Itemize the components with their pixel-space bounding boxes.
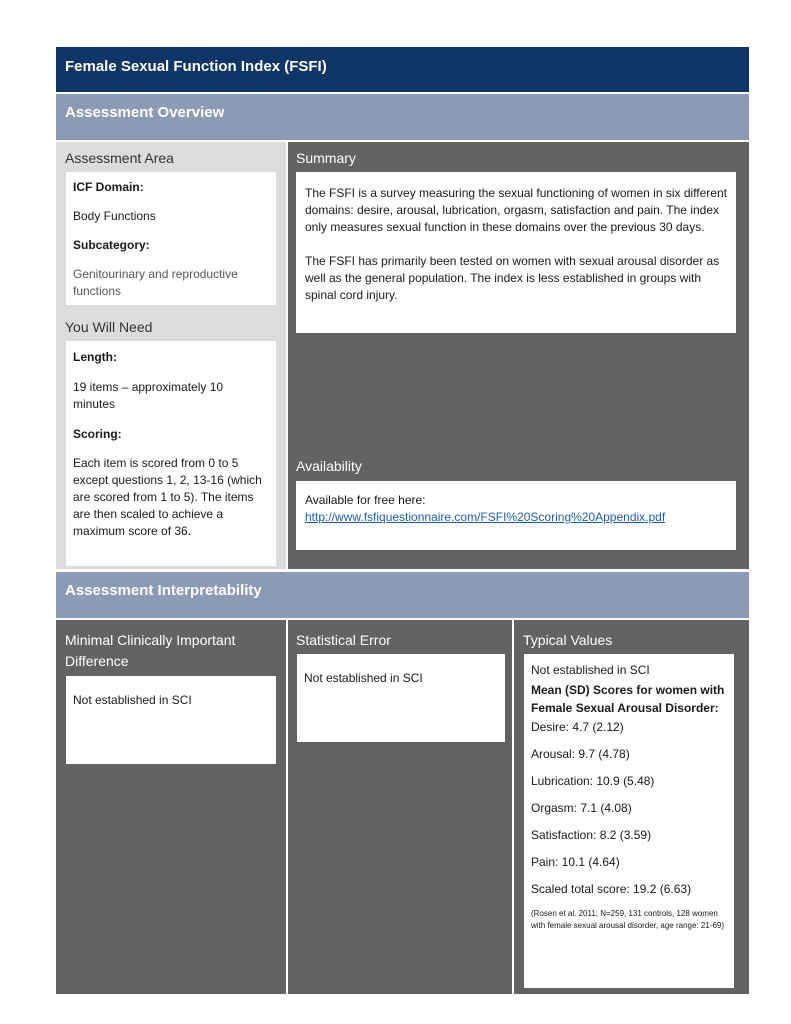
summary-heading: Summary	[296, 150, 356, 166]
typical-value-lubrication: Lubrication: 10.9 (5.48)	[531, 774, 655, 788]
statistical-error-heading: Statistical Error	[296, 632, 391, 648]
typical-value-satisfaction: Satisfaction: 8.2 (3.59)	[531, 828, 652, 842]
typical-value-desire: Desire: 4.7 (2.12)	[531, 720, 624, 734]
subcategory-label: Subcategory:	[73, 238, 150, 252]
assessment-area-heading: Assessment Area	[65, 150, 174, 166]
scoring-label: Scoring:	[73, 427, 122, 441]
availability-heading: Availability	[296, 458, 362, 474]
typical-value-total: Scaled total score: 19.2 (6.63)	[531, 882, 692, 896]
length-value: 19 items – approximately 10 minutes	[73, 380, 224, 411]
typical-value-pain: Pain: 10.1 (4.64)	[531, 855, 620, 869]
you-will-need-card	[66, 341, 276, 566]
typical-values-citation: (Rosen et al. 2011; N=259, 131 controls, 128 women with female sexual arousal disorder, age range: 21-69)	[531, 909, 724, 930]
mcid-value: Not established in SCI	[73, 693, 192, 707]
icf-domain-value: Body Functions	[73, 209, 156, 223]
typical-value-orgasm: Orgasm: 7.1 (4.08)	[531, 801, 632, 815]
typical-values-subheading: Mean (SD) Scores for women with Female Sexual Arousal Disorder:	[531, 683, 725, 715]
availability-card	[296, 481, 736, 550]
mcid-heading: Minimal Clinically Important Difference	[65, 632, 236, 669]
statistical-error-card	[297, 654, 505, 742]
section-header-interpretability: Assessment Interpretability	[56, 572, 749, 618]
page-title: Female Sexual Function Index (FSFI)	[56, 47, 749, 92]
availability-text: Available for free here:	[305, 493, 426, 507]
availability-link[interactable]: http://www.fsfiquestionnaire.com/FSFI%20Scoring%20Appendix.pdf	[305, 510, 666, 524]
typical-value-arousal: Arousal: 9.7 (4.78)	[531, 747, 630, 761]
typical-values-heading: Typical Values	[523, 632, 613, 648]
scoring-value: Each item is scored from 0 to 5 except questions 1, 2, 13-16 (which are scored from 1 to 5). The items are then scaled to achieve a maximum score of 36.	[73, 456, 262, 538]
typical-values-intro: Not established in SCI	[531, 663, 650, 677]
typical-values-card	[524, 654, 734, 988]
mcid-card	[66, 676, 276, 764]
summary-paragraph-1: The FSFI is a survey measuring the sexual functioning of women in six different domains: desire, arousal, lubrication, orgasm, satisfaction and pain. The index only measures sexual function in these domains over the previous 30 days.	[305, 186, 727, 234]
statistical-error-value: Not established in SCI	[304, 671, 423, 685]
summary-card	[296, 172, 736, 333]
subcategory-value: Genitourinary and reproductive functions	[73, 267, 238, 298]
length-label: Length:	[73, 350, 117, 364]
icf-domain-label: ICF Domain:	[73, 180, 144, 194]
section-header-overview: Assessment Overview	[56, 94, 749, 140]
summary-paragraph-2: The FSFI has primarily been tested on women with sexual arousal disorder as well as the general population. The index is less established in groups with spinal cord injury.	[305, 254, 720, 302]
you-will-need-heading: You Will Need	[65, 319, 153, 335]
assessment-area-card	[66, 172, 276, 305]
